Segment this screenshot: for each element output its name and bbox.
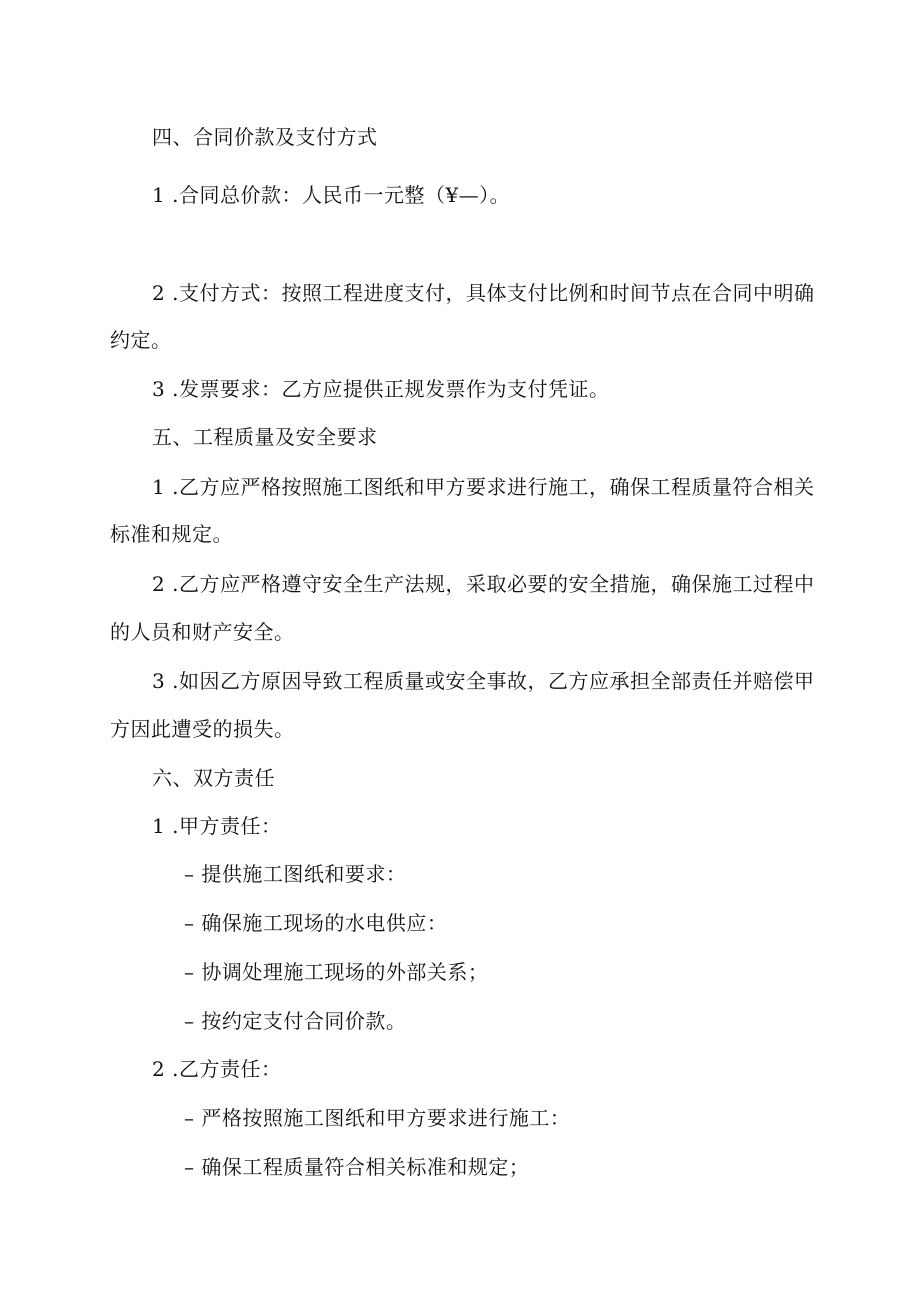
party-b-bullet: – 确保工程质量符合相关标准和规定； bbox=[184, 1155, 530, 1179]
section-4-item-2-line-1: 2 .支付方式：按照工程进度支付，具体支付比例和时间节点在合同中明确 bbox=[152, 281, 815, 305]
section-4-item-3: 3 .发票要求：乙方应提供正规发票作为支付凭证。 bbox=[152, 377, 610, 401]
party-a-bullet: – 按约定支付合同价款。 bbox=[184, 1009, 407, 1033]
section-4-item-2-line-2: 约定。 bbox=[110, 328, 172, 352]
section-6-heading: 六、双方责任 bbox=[152, 766, 275, 790]
section-5-heading: 五、工程质量及安全要求 bbox=[152, 425, 378, 449]
section-5-item-2-line-2: 的人员和财产安全。 bbox=[110, 620, 295, 644]
party-a-bullet: – 提供施工图纸和要求： bbox=[184, 862, 407, 886]
section-5-item-1-line-2: 标准和规定。 bbox=[110, 522, 233, 546]
section-5-item-2-line-1: 2 .乙方应严格遵守安全生产法规，采取必要的安全措施，确保施工过程中 bbox=[152, 572, 815, 596]
party-a-bullet: – 协调处理施工现场的外部关系； bbox=[184, 960, 489, 984]
section-5-item-3-line-1: 3 .如因乙方原因导致工程质量或安全事故，乙方应承担全部责任并赔偿甲 bbox=[152, 669, 815, 693]
section-4-item-1: 1 .合同总价款：人民币一元整（¥—）。 bbox=[152, 183, 511, 207]
party-b-bullet: – 严格按照施工图纸和甲方要求进行施工： bbox=[184, 1106, 571, 1130]
section-4-heading: 四、合同价款及支付方式 bbox=[152, 125, 378, 149]
party-a-title: 1 .甲方责任： bbox=[152, 814, 282, 838]
section-5-item-3-line-2: 方因此遭受的损失。 bbox=[110, 717, 295, 741]
party-a-bullet: – 确保施工现场的水电供应： bbox=[184, 911, 448, 935]
section-5-item-1-line-1: 1 .乙方应严格按照施工图纸和甲方要求进行施工，确保工程质量符合相关 bbox=[152, 475, 815, 499]
party-b-title: 2 .乙方责任： bbox=[152, 1057, 282, 1081]
